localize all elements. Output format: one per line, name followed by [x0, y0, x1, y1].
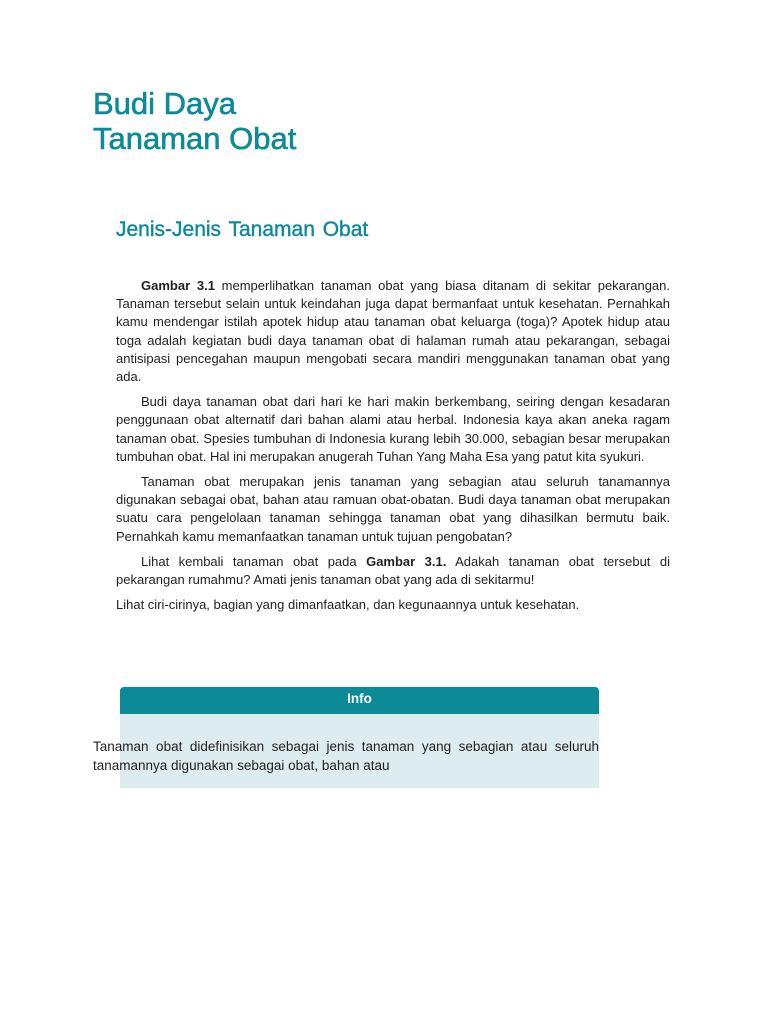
paragraph-2: Budi daya tanaman obat dari hari ke hari makin berkembang, seiring dengan kesadaran penggunaan obat alternatif dari bahan alami atau herbal. Indonesia kaya akan aneka ragam tanaman obat. Spesies tumbuhan di Indonesia kurang lebih 30.000, sebagian besar merupakan tumbuhan obat. Hal ini merupakan anugerah Tuhan Yang Maha Esa yang patut kita syukuri. [116, 394, 670, 464]
figure-reference: Gambar 3.1 [141, 278, 215, 293]
paragraph-4-text-after: Adakah tanaman obat tersebut di pekarangan rumahmu? Amati jenis tanaman obat yang ada di sekitarmu! [116, 553, 670, 588]
paragraph-4 [116, 553, 670, 589]
figure-reference: Gambar 3.1. [366, 553, 447, 569]
body-text [116, 277, 670, 621]
paragraph-3: Tanaman obat merupakan jenis tanaman yang sebagian atau seluruh tanamannya digunakan sebagai obat, bahan atau ramuan obat-obatan. Budi daya tanaman obat merupakan suatu cara pengelolaan tanaman sehingga tanaman obat yang dihasilkan bermutu baik. Pernahkah kamu memanfaatkan tanaman untuk tujuan pengobatan? [116, 474, 670, 544]
chapter-title-line-1: Budi Daya [93, 86, 237, 121]
paragraph-4-text-before: Lihat kembali tanaman obat pada [141, 553, 367, 569]
chapter-title [93, 86, 296, 156]
chapter-title-line-2: Tanaman Obat [93, 121, 297, 156]
info-box-header: Info [120, 687, 599, 714]
paragraph-5: Lihat ciri-cirinya, bagian yang dimanfaatkan, dan kegunaannya untuk kesehatan. [116, 597, 580, 613]
section-title: Jenis-Jenis Tanaman Obat [116, 218, 369, 241]
info-box-text: Tanaman obat didefinisikan sebagai jenis tanaman yang sebagian atau seluruh tanamannya digunakan sebagai obat, bahan atau [93, 739, 599, 773]
paragraph-1-text: memperlihatkan tanaman obat yang biasa ditanam di sekitar pekarangan. Tanaman tersebut selain untuk keindahan juga dapat bermanfaat untuk kesehatan. Pernahkah kamu mendengar istilah apotek hidup atau tanaman obat keluarga (toga)? Apotek hidup atau toga adalah kegiatan budi daya tanaman obat di halaman rumah atau pekarangan, sebagai antisipasi pencegahan maupun mengobati secara mandiri menggunakan tanaman obat yang ada. [116, 278, 670, 385]
paragraph-1 [116, 277, 670, 386]
